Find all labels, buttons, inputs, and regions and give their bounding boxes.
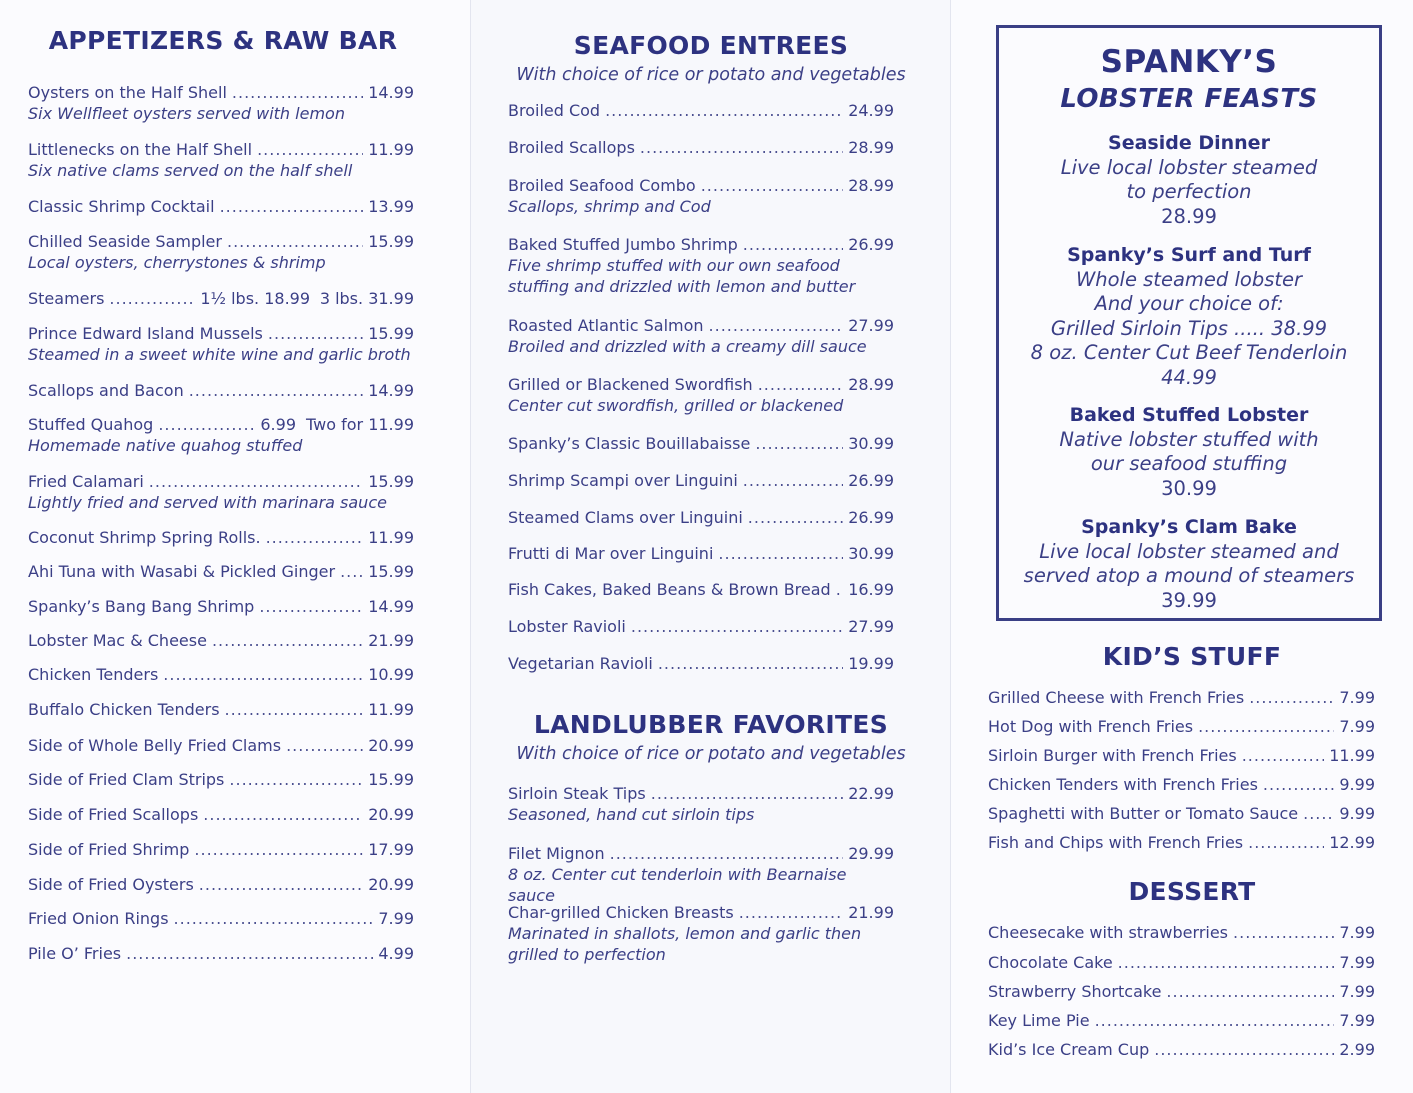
dot-leader: [257, 139, 363, 160]
menu-item-sirloin-steak-tips: [508, 783, 894, 825]
dot-leader: [1095, 1010, 1335, 1031]
feast-description-line: Grilled Sirloin Tips ..... 38.99: [1050, 316, 1328, 340]
dot-leader: [229, 769, 363, 790]
feasts-title-brand: SPANKY’S: [1100, 44, 1278, 80]
menu-item-name: Filet Mignon: [508, 844, 605, 863]
feast-description-line: Native lobster stuffed with: [1059, 427, 1319, 451]
menu-item-price: 21.99: [848, 903, 894, 922]
menu-item-description: Six native clams served on the half shell: [28, 161, 353, 180]
dot-leader: [1154, 1039, 1334, 1060]
dot-leader: [1118, 952, 1335, 973]
menu-item-price: 26.99: [848, 471, 894, 490]
menu-item-spaghetti-with-butter-or-tomato-sauce: [988, 803, 1375, 824]
dot-leader: [709, 315, 844, 336]
menu-item-littlenecks-on-the-half-shell: [28, 139, 414, 181]
menu-item-line: [28, 596, 414, 617]
menu-item-name: Broiled Seafood Combo: [508, 176, 696, 195]
menu-item-chilled-seaside-sampler: [28, 231, 414, 273]
dot-leader: [755, 433, 843, 454]
menu-item-price: 14.99: [368, 381, 414, 400]
menu-item-name: Cheesecake with strawberries: [988, 923, 1229, 942]
menu-item-line: [508, 653, 894, 674]
dot-leader: [1303, 803, 1334, 824]
menu-item-name: Prince Edward Island Mussels: [28, 324, 263, 343]
menu-item-description: Homemade native quahog stuffed: [28, 436, 303, 455]
menu-item-price: 15.99: [368, 562, 414, 581]
menu-item-line: [28, 414, 414, 435]
menu-item-name: Sirloin Steak Tips: [508, 784, 646, 803]
menu-item-price: 20.99: [368, 805, 414, 824]
menu-item-line: [508, 433, 894, 454]
seafood-subtitle: With choice of rice or potato and vegetables: [516, 65, 906, 85]
menu-item-name: Strawberry Shortcake: [988, 982, 1162, 1001]
lobster-feasts-box: [996, 25, 1382, 621]
menu-item-scallops-and-bacon: [28, 380, 414, 401]
feast-price: 39.99: [1161, 588, 1217, 612]
menu-item-line: [988, 922, 1375, 943]
feast-price: 30.99: [1161, 476, 1217, 500]
menu-item-name: Chilled Seaside Sampler: [28, 232, 222, 251]
menu-item-line: [508, 234, 894, 255]
menu-item-line: [988, 687, 1375, 708]
feast-spanky-s-clam-bake: [999, 515, 1379, 613]
menu-item-name: Baked Stuffed Jumbo Shrimp: [508, 235, 738, 254]
menu-item-name: Side of Fried Shrimp: [28, 840, 190, 859]
menu-item-side-of-fried-oysters: [28, 874, 414, 895]
feast-name: Seaside Dinner: [1108, 132, 1270, 154]
menu-item-baked-stuffed-jumbo-shrimp: [508, 234, 894, 297]
menu-item-line: [508, 579, 894, 600]
menu-item-line: [28, 874, 414, 895]
dot-leader: [743, 470, 843, 491]
dot-leader: [163, 664, 363, 685]
menu-item-line: [508, 507, 894, 528]
dot-leader: [651, 783, 843, 804]
kids-title: KID’S STUFF: [1102, 642, 1282, 671]
menu-item-price: 21.99: [368, 631, 414, 650]
feast-spanky-s-surf-and-turf: [999, 243, 1379, 390]
menu-item-steamers: [28, 288, 414, 309]
menu-item-name: Side of Fried Scallops: [28, 805, 199, 824]
menu-item-line: [988, 774, 1375, 795]
menu-item-price: 17.99: [368, 840, 414, 859]
menu-item-name: Fish Cakes, Baked Beans & Brown Bread: [508, 580, 831, 599]
menu-item-price: 16.99: [848, 580, 894, 599]
menu-item-line: [508, 374, 894, 395]
menu-item-name: Vegetarian Ravioli: [508, 654, 653, 673]
menu-item-line: [28, 380, 414, 401]
dot-leader: [631, 616, 843, 637]
menu-item-shrimp-scampi-over-linguini: [508, 470, 894, 491]
menu-item-fried-onion-rings: [28, 908, 414, 929]
menu-item-price: 15.99: [368, 770, 414, 789]
menu-item-name: Sirloin Burger with French Fries: [988, 746, 1237, 765]
dot-leader: [340, 561, 363, 582]
dot-leader: [739, 902, 843, 923]
menu-item-line: [28, 196, 414, 217]
feast-description-line: served atop a mound of steamers: [1023, 564, 1355, 587]
menu-item-sirloin-burger-with-french-fries: [988, 745, 1375, 766]
menu-item-name: Grilled Cheese with French Fries: [988, 688, 1245, 707]
menu-item-line: [988, 803, 1375, 824]
menu-item-name: Lobster Mac & Cheese: [28, 631, 207, 650]
menu-item-chocolate-cake: [988, 952, 1375, 973]
menu-item-buffalo-chicken-tenders: [28, 699, 414, 720]
dot-leader: [658, 653, 843, 674]
dot-leader: [126, 943, 373, 964]
menu-item-line: [508, 902, 894, 923]
landlubber-subtitle: With choice of rice or potato and vegetables: [516, 744, 906, 764]
menu-item-lobster-ravioli: [508, 616, 894, 637]
dot-leader: [701, 175, 843, 196]
menu-item-hot-dog-with-french-fries: [988, 716, 1375, 737]
menu-item-line: [988, 716, 1375, 737]
menu-item-price: 9.99: [1339, 804, 1375, 823]
menu-item-fish-and-chips-with-french-fries: [988, 832, 1375, 853]
menu-item-grilled-or-blackened-swordfish: [508, 374, 894, 416]
menu-item-line: [508, 137, 894, 158]
menu-item-price: 26.99: [848, 235, 894, 254]
menu-item-description: Lightly fried and served with marinara sauce: [28, 493, 387, 512]
menu-item-price: 7.99: [1339, 688, 1375, 707]
menu-item-name: Classic Shrimp Cocktail: [28, 197, 215, 216]
menu-item-price: 11.99: [368, 700, 414, 719]
menu-item-price: 14.99: [368, 597, 414, 616]
menu-item-name: Scallops and Bacon: [28, 381, 184, 400]
menu-item-chicken-tenders-with-french-fries: [988, 774, 1375, 795]
dot-leader: [220, 196, 364, 217]
menu-item-line: [508, 100, 894, 121]
menu-item-frutti-di-mar-over-linguini: [508, 543, 894, 564]
feast-seaside-dinner: [999, 131, 1379, 229]
feast-description-line: Whole steamed lobster: [1075, 267, 1303, 291]
menu-item-line: [508, 175, 894, 196]
menu-item-price: 15.99: [368, 472, 414, 491]
menu-item-price-small: 6.99: [260, 415, 296, 434]
dot-leader: [748, 507, 843, 528]
menu-item-price: 15.99: [368, 324, 414, 343]
menu-item-line: [28, 804, 414, 825]
menu-item-name: Broiled Scallops: [508, 138, 635, 157]
dot-leader: [225, 699, 364, 720]
menu-item-price: 28.99: [848, 138, 894, 157]
seafood-title: SEAFOOD ENTREES: [573, 31, 849, 60]
menu-item-line: [28, 323, 414, 344]
menu-item-line: [28, 769, 414, 790]
menu-item-price: 15.99: [368, 232, 414, 251]
menu-item-line: [28, 699, 414, 720]
menu-item-price: 9.99: [1339, 775, 1375, 794]
menu-item-line: [28, 735, 414, 756]
dot-leader: [212, 630, 363, 651]
menu-item-price: 12.99: [1329, 833, 1375, 852]
feast-name: Spanky’s Surf and Turf: [1067, 244, 1311, 266]
menu-item-broiled-seafood-combo: [508, 175, 894, 217]
landlubber-title: LANDLUBBER FAVORITES: [533, 710, 889, 739]
menu-item-description: Local oysters, cherrystones & shrimp: [28, 253, 326, 272]
menu-item-line: [508, 783, 894, 804]
menu-item-name: Lobster Ravioli: [508, 617, 626, 636]
menu-item-name: Chicken Tenders: [28, 665, 159, 684]
menu-item-side-of-fried-scallops: [28, 804, 414, 825]
menu-item-name: Littlenecks on the Half Shell: [28, 140, 253, 159]
menu-item-grilled-cheese-with-french-fries: [988, 687, 1375, 708]
menu-item-line: [28, 288, 414, 309]
menu-item-line: [28, 82, 414, 103]
dot-leader: [640, 137, 843, 158]
menu-item-name: Kid’s Ice Cream Cup: [988, 1040, 1150, 1059]
menu-item-name: Side of Fried Clam Strips: [28, 770, 225, 789]
menu-item-broiled-cod: [508, 100, 894, 121]
menu-item-name: Frutti di Mar over Linguini: [508, 544, 714, 563]
menu-item-vegetarian-ravioli: [508, 653, 894, 674]
dot-leader: [194, 839, 363, 860]
menu-item-name: Chocolate Cake: [988, 953, 1113, 972]
menu-item-line: [508, 315, 894, 336]
menu-item-price-small: 1½ lbs. 18.99: [200, 289, 311, 308]
menu-item-strawberry-shortcake: [988, 981, 1375, 1002]
menu-item-line: [28, 943, 414, 964]
menu-item-side-of-whole-belly-fried-clams: [28, 735, 414, 756]
menu-item-price: 7.99: [1339, 923, 1375, 942]
feast-description-line: our seafood stuffing: [1090, 452, 1288, 475]
dot-leader: [718, 543, 843, 564]
menu-item-price: 28.99: [848, 176, 894, 195]
dot-leader: [836, 579, 843, 600]
menu-item-fish-cakes-baked-beans-brown-bread: [508, 579, 894, 600]
dot-leader: [286, 735, 363, 756]
menu-item-name: Oysters on the Half Shell: [28, 83, 227, 102]
menu-item-price: 20.99: [368, 736, 414, 755]
menu-item-line: [28, 139, 414, 160]
menu-item-cheesecake-with-strawberries: [988, 922, 1375, 943]
menu-item-line: [508, 616, 894, 637]
menu-item-price: 13.99: [368, 197, 414, 216]
dot-leader: [158, 414, 255, 435]
menu-item-line: [28, 908, 414, 929]
menu-item-side-of-fried-shrimp: [28, 839, 414, 860]
dot-leader: [1263, 774, 1334, 795]
dot-leader: [743, 234, 843, 255]
menu-item-price: 19.99: [848, 654, 894, 673]
dot-leader: [189, 380, 363, 401]
menu-item-description: Steamed in a sweet white wine and garlic broth: [28, 345, 411, 364]
dot-leader: [174, 908, 374, 929]
menu-item-line: [28, 471, 414, 492]
menu-item-kid-s-ice-cream-cup: [988, 1039, 1375, 1060]
menu-item-line: [988, 832, 1375, 853]
menu-item-price: 11.99: [368, 140, 414, 159]
dot-leader: [1166, 981, 1334, 1002]
menu-item-name: Char-grilled Chicken Breasts: [508, 903, 734, 922]
menu-item-name: Buffalo Chicken Tenders: [28, 700, 220, 719]
menu-item-line: [508, 843, 894, 864]
feast-baked-stuffed-lobster: [999, 403, 1379, 501]
menu-item-line: [988, 1039, 1375, 1060]
menu-item-chicken-tenders: [28, 664, 414, 685]
dot-leader: [109, 288, 195, 309]
menu-item-name: Spaghetti with Butter or Tomato Sauce: [988, 804, 1299, 823]
menu-item-name: Stuffed Quahog: [28, 415, 154, 434]
appetizers-title: APPETIZERS & RAW BAR: [48, 26, 398, 55]
feast-description-line: to perfection: [1126, 180, 1252, 203]
menu-item-price: 10.99: [368, 665, 414, 684]
menu-item-price: 30.99: [848, 544, 894, 563]
menu-item-line: [28, 839, 414, 860]
menu-item-price: 27.99: [848, 316, 894, 335]
dot-leader: [1249, 687, 1334, 708]
menu-item-description: Six Wellfleet oysters served with lemon: [28, 104, 345, 123]
menu-item-line: [28, 231, 414, 252]
menu-item-price: 11.99: [1329, 746, 1375, 765]
menu-item-price: 7.99: [1339, 717, 1375, 736]
menu-item-price: 22.99: [848, 784, 894, 803]
menu-item-price: 14.99: [368, 83, 414, 102]
menu-item-description: Marinated in shallots, lemon and garlic then grilled to perfection: [508, 924, 862, 964]
menu-item-roasted-atlantic-salmon: [508, 315, 894, 357]
menu-item-description: Center cut swordfish, grilled or blackened: [508, 396, 844, 415]
dot-leader: [1198, 716, 1334, 737]
menu-item-line: [28, 664, 414, 685]
menu-item-name: Broiled Cod: [508, 101, 601, 120]
menu-item-line: [988, 981, 1375, 1002]
menu-item-line: [988, 1010, 1375, 1031]
menu-item-name: Side of Fried Oysters: [28, 875, 194, 894]
dot-leader: [758, 374, 844, 395]
menu-item-lobster-mac-cheese: [28, 630, 414, 651]
feast-description-line: 8 oz. Center Cut Beef Tenderloin: [1030, 341, 1348, 364]
menu-item-price: 27.99: [848, 617, 894, 636]
menu-item-name: Ahi Tuna with Wasabi & Pickled Ginger: [28, 562, 336, 581]
menu-item-name: Grilled or Blackened Swordfish: [508, 375, 753, 394]
menu-item-char-grilled-chicken-breasts: [508, 902, 894, 965]
dot-leader: [266, 527, 364, 548]
dot-leader: [149, 471, 363, 492]
dot-leader: [199, 874, 363, 895]
menu-item-name: Fried Calamari: [28, 472, 144, 491]
dot-leader: [227, 231, 363, 252]
menu-item-key-lime-pie: [988, 1010, 1375, 1031]
menu-item-steamed-clams-over-linguini: [508, 507, 894, 528]
menu-item-pile-o-fries: [28, 943, 414, 964]
menu-item-prince-edward-island-mussels: [28, 323, 414, 365]
feast-name: Spanky’s Clam Bake: [1081, 516, 1297, 538]
menu-item-description: Seasoned, hand cut sirloin tips: [508, 805, 755, 824]
feast-description-line: Live local lobster steamed: [1060, 155, 1318, 179]
menu-item-name: Roasted Atlantic Salmon: [508, 316, 704, 335]
menu-item-price: 28.99: [848, 375, 894, 394]
menu-item-price: 30.99: [848, 434, 894, 453]
dessert-title: DESSERT: [1128, 877, 1256, 906]
dot-leader: [1233, 922, 1334, 943]
feast-price: 44.99: [1161, 365, 1217, 389]
menu-item-classic-shrimp-cocktail: [28, 196, 414, 217]
feast-description-line: Live local lobster steamed and: [1039, 539, 1339, 563]
dot-leader: [1248, 832, 1324, 853]
dot-leader: [268, 323, 363, 344]
menu-item-line: [988, 952, 1375, 973]
menu-item-name: Pile O’ Fries: [28, 944, 122, 963]
menu-item-oysters-on-the-half-shell: [28, 82, 414, 124]
menu-item-name: Steamers: [28, 289, 105, 308]
menu-item-price: 4.99: [378, 944, 414, 963]
menu-item-line: [988, 745, 1375, 766]
menu-item-price: 7.99: [1339, 982, 1375, 1001]
dot-leader: [610, 843, 844, 864]
menu-item-price: 24.99: [848, 101, 894, 120]
menu-item-name: Shrimp Scampi over Linguini: [508, 471, 738, 490]
dot-leader: [232, 82, 363, 103]
menu-item-price: 29.99: [848, 844, 894, 863]
menu-item-name: Key Lime Pie: [988, 1011, 1090, 1030]
menu-item-name: Fried Onion Rings: [28, 909, 169, 928]
menu-item-name: Coconut Shrimp Spring Rolls.: [28, 528, 261, 547]
dot-leader: [605, 100, 843, 121]
menu-item-name: Spanky’s Bang Bang Shrimp: [28, 597, 255, 616]
menu-item-price: 2.99: [1339, 1040, 1375, 1059]
menu-item-price: 26.99: [848, 508, 894, 527]
menu-item-name: Steamed Clams over Linguini: [508, 508, 743, 527]
menu-item-coconut-shrimp-spring-rolls: [28, 527, 414, 548]
menu-item-price: 7.99: [1339, 1011, 1375, 1030]
menu-item-filet-mignon: [508, 843, 894, 906]
menu-item-description: Scallops, shrimp and Cod: [508, 197, 711, 216]
menu-item-description: Five shrimp stuffed with our own seafood stuffing and drizzled with lemon and butter: [508, 256, 856, 296]
menu-item-ahi-tuna-with-wasabi-pickled-ginger: [28, 561, 414, 582]
menu-item-price: 3 lbs. 31.99: [319, 289, 414, 308]
menu-item-description: 8 oz. Center cut tenderloin with Bearnaise sauce: [508, 865, 847, 905]
menu-item-stuffed-quahog: [28, 414, 414, 456]
menu-item-fried-calamari: [28, 471, 414, 513]
menu-item-price: 20.99: [368, 875, 414, 894]
menu-item-description: Broiled and drizzled with a creamy dill sauce: [508, 337, 867, 356]
dot-leader: [259, 596, 363, 617]
menu-item-price: 7.99: [378, 909, 414, 928]
menu-item-line: [508, 543, 894, 564]
feast-price: 28.99: [1161, 204, 1217, 228]
menu-item-name: Chicken Tenders with French Fries: [988, 775, 1258, 794]
menu-item-line: [508, 470, 894, 491]
dot-leader: [203, 804, 363, 825]
menu-item-spanky-s-classic-bouillabaisse: [508, 433, 894, 454]
feasts-title-sub: LOBSTER FEASTS: [1060, 84, 1318, 114]
menu-item-name: Side of Whole Belly Fried Clams: [28, 736, 282, 755]
menu-item-price: 7.99: [1339, 953, 1375, 972]
menu-item-price: 11.99: [368, 528, 414, 547]
menu-item-broiled-scallops: [508, 137, 894, 158]
menu-item-line: [28, 630, 414, 651]
menu-item-side-of-fried-clam-strips: [28, 769, 414, 790]
dot-leader: [1242, 745, 1324, 766]
menu-item-line: [28, 561, 414, 582]
menu-item-line: [28, 527, 414, 548]
menu-item-price: Two for 11.99: [306, 415, 414, 434]
menu-item-name: Hot Dog with French Fries: [988, 717, 1194, 736]
menu-item-name: Fish and Chips with French Fries: [988, 833, 1244, 852]
menu-item-spanky-s-bang-bang-shrimp: [28, 596, 414, 617]
feast-name: Baked Stuffed Lobster: [1069, 404, 1309, 426]
menu-item-name: Spanky’s Classic Bouillabaisse: [508, 434, 751, 453]
feast-description-line: And your choice of:: [1094, 292, 1284, 315]
